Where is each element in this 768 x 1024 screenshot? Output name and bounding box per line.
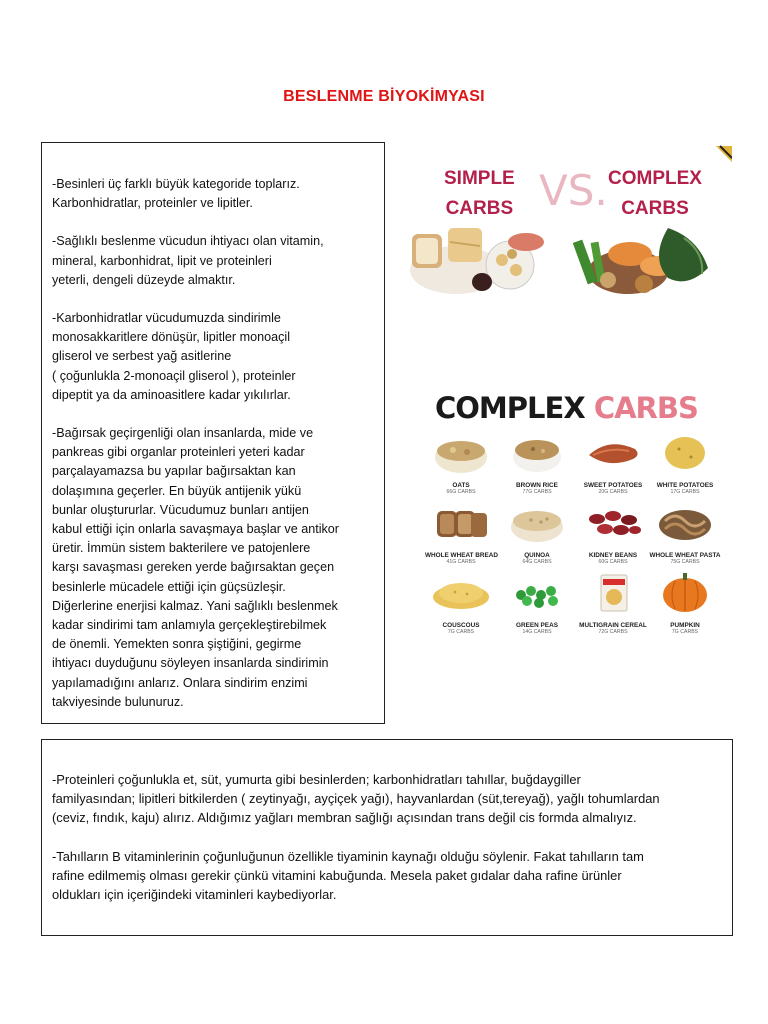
bread-icon <box>425 503 497 550</box>
carb-item-grams: 14G CARBS <box>522 629 552 635</box>
carb-item-grams: 72G CARBS <box>598 629 628 635</box>
cereal-box-icon <box>577 573 649 620</box>
paragraph <box>52 175 374 213</box>
carb-item-grams: 17G CARBS <box>670 489 700 495</box>
text-line: kadar sindirimi tam anlamıyla gerçekleştirebilmek <box>52 618 327 633</box>
text-line: Karbonhidratlar, proteinler ve lipitler. <box>52 196 253 211</box>
paragraph <box>52 424 374 712</box>
beans-icon <box>577 503 649 550</box>
text-line: -Bağırsak geçirgenliği olan insanlarda, mide ve <box>52 426 314 441</box>
text-line: monosakkaritlere dönüşür, lipitler monoaçil <box>52 330 290 345</box>
text-line: dolaşımına geçerler. En büyük antijenik yükü <box>52 483 302 498</box>
complex-carbs-label-line2: CARBS <box>621 198 689 219</box>
text-box-nutrient-sources <box>41 739 733 936</box>
text-line: karşı savaşması gereken yerde bağırsaktan geçen <box>52 560 335 575</box>
rice-bowl-icon <box>501 433 573 480</box>
text-line: besinlerle mücadele ettiği için güçsüzleşir. <box>52 579 286 594</box>
carb-item-grams: 64G CARBS <box>522 559 552 565</box>
carb-item-grams: 7G CARBS <box>447 629 475 635</box>
carb-item-name: COUSCOUS <box>442 622 480 629</box>
carb-item-name: WHITE POTATOES <box>656 482 714 489</box>
carb-item-grams: 60G CARBS <box>598 559 628 565</box>
paragraph <box>52 770 722 828</box>
text-line: pankreas gibi organlar proteinleri yeteri kadar <box>52 445 305 460</box>
text-line: Diğerlerine enerjisi kalmaz. Yani sağlıklı beslenmek <box>52 598 338 613</box>
text-line: oldukları için içeriğindeki vitaminleri kaybediyorlar. <box>52 887 337 903</box>
simple-vs-complex-carbs-image <box>398 142 732 305</box>
complex-carbs-title-word2: CARBS <box>593 391 698 425</box>
simple-carbs-label-line2: CARBS <box>445 198 514 219</box>
pasta-icon <box>649 503 721 550</box>
text-line: kabul ettiği için onlarla savaşmaya başlar ve antikor <box>52 522 339 537</box>
carb-item-name: KIDNEY BEANS <box>588 552 638 559</box>
carb-item-name: WHOLE WHEAT BREAD <box>425 552 499 559</box>
text-line: (ceviz, fındık, kaju) alırız. Aldığımız yağları membran sağlığı açısından trans değil cis formda almalıyız. <box>52 810 637 826</box>
potato-icon <box>649 433 721 480</box>
carb-item <box>501 573 573 635</box>
pumpkin-icon <box>649 573 721 620</box>
carb-item-grams: 75G CARBS <box>670 559 700 565</box>
carb-item <box>425 503 497 565</box>
carb-item <box>577 573 649 635</box>
text-box-carbs-proteins-lipids <box>41 142 385 724</box>
simple-carbs-label-line1: SIMPLE <box>444 168 515 189</box>
carb-item <box>649 573 721 635</box>
text-line: -Besinleri üç farklı büyük kategoride toplarız. <box>52 177 300 191</box>
text-line: familyasından; lipitleri bitkilerden ( zeytinyağı, ayçiçek yağı), hayvanlardan (süt,tereyağ), yağlı tohumlardan <box>52 791 660 807</box>
complex-carbs-label <box>608 164 702 224</box>
text-line: de önemli. Yemekten sonra şiştiğini, gegirme <box>52 637 302 652</box>
carb-item-grams: 20G CARBS <box>598 489 628 495</box>
carb-item <box>577 433 649 495</box>
complex-carbs-title-word1: COMPLEX <box>435 391 585 425</box>
text-line: -Karbonhidratlar vücudumuzda sindirimle <box>52 311 281 326</box>
carb-item-name: WHOLE WHEAT PASTA <box>649 552 721 559</box>
carb-item <box>501 503 573 565</box>
complex-carbs-label-line1: COMPLEX <box>608 168 702 189</box>
carb-item <box>425 573 497 635</box>
peas-icon <box>501 573 573 620</box>
carb-item-name: BROWN RICE <box>516 482 558 489</box>
carb-item-grams: 41G CARBS <box>446 559 476 565</box>
carb-item-name: PUMPKIN <box>670 622 700 629</box>
text-line: yapılamadığını anlarız. Onlara sindirim enzimi <box>52 675 308 690</box>
paragraph <box>52 232 374 290</box>
text-line: bunlar oluştururlar. Vücudumuz bunları antijen <box>52 502 309 517</box>
couscous-icon <box>425 573 497 620</box>
text-line: üretir. İmmün sistem bakterilere ve patojenlere <box>52 541 311 556</box>
carb-item-name: GREEN PEAS <box>516 622 558 629</box>
text-line: dipeptit ya da aminoasitlere kadar yıkılırlar. <box>52 387 291 402</box>
text-line: parçalayamazsa bu yapılar bağırsaktan kan <box>52 464 296 479</box>
text-line: -Tahılların B vitaminlerinin çoğunluğunun özellikle tiyaminin kaynağı olduğu söylenir. Fakat tahılların tam <box>52 848 644 864</box>
text-line: mineral, karbonhidrat, lipit ve proteinleri <box>52 253 272 268</box>
paragraph <box>52 847 722 905</box>
carb-item-grams: 7G CARBS <box>671 629 699 635</box>
carb-item <box>649 433 721 495</box>
complex-carbs-chart-image <box>425 385 725 645</box>
oats-bowl-icon <box>425 433 497 480</box>
carb-item <box>501 433 573 495</box>
carb-item <box>649 503 721 565</box>
quinoa-bowl-icon <box>501 503 573 550</box>
carb-item-name: OATS <box>452 482 470 489</box>
text-line: ihtiyacı duyduğunu söyleyen insanlarda sindirimin <box>52 656 329 671</box>
sweet-potato-icon <box>577 433 649 480</box>
page-title: BESLENME BİYOKİMYASI <box>283 88 485 105</box>
carb-item <box>425 433 497 495</box>
carb-item-name: SWEET POTATOES <box>583 482 643 489</box>
text-line: takviyesinde bulunuruz. <box>52 694 184 709</box>
carb-item-grams: 77G CARBS <box>522 489 552 495</box>
text-line: ( çoğunlukla 2-monoaçil gliserol ), proteinler <box>52 368 296 383</box>
simple-carbs-label <box>444 164 515 224</box>
carb-item-grams: 66G CARBS <box>446 489 476 495</box>
text-line: rafine edilmemiş olması gerekir çünkü vitamini kabuğunda. Mesela paket gıdalar daha rafine ürünler <box>52 867 622 883</box>
text-line: gliserol ve serbest yağ asitlerine <box>52 349 232 364</box>
vs-label: VS. <box>539 166 608 215</box>
carb-item-name: MULTIGRAIN CEREAL <box>579 622 647 629</box>
text-line: -Sağlıklı beslenme vücudun ihtiyacı olan vitamin, <box>52 234 324 249</box>
text-line: -Proteinleri çoğunlukla et, süt, yumurta gibi besinlerden; karbonhidratları tahıllar, buğdaygiller <box>52 772 581 787</box>
complex-carbs-title <box>435 391 698 425</box>
paragraph <box>52 309 374 405</box>
text-line: yeterli, dengeli düzeyde almaktır. <box>52 272 236 287</box>
carb-item <box>577 503 649 565</box>
carb-item-name: QUINOA <box>524 552 550 559</box>
